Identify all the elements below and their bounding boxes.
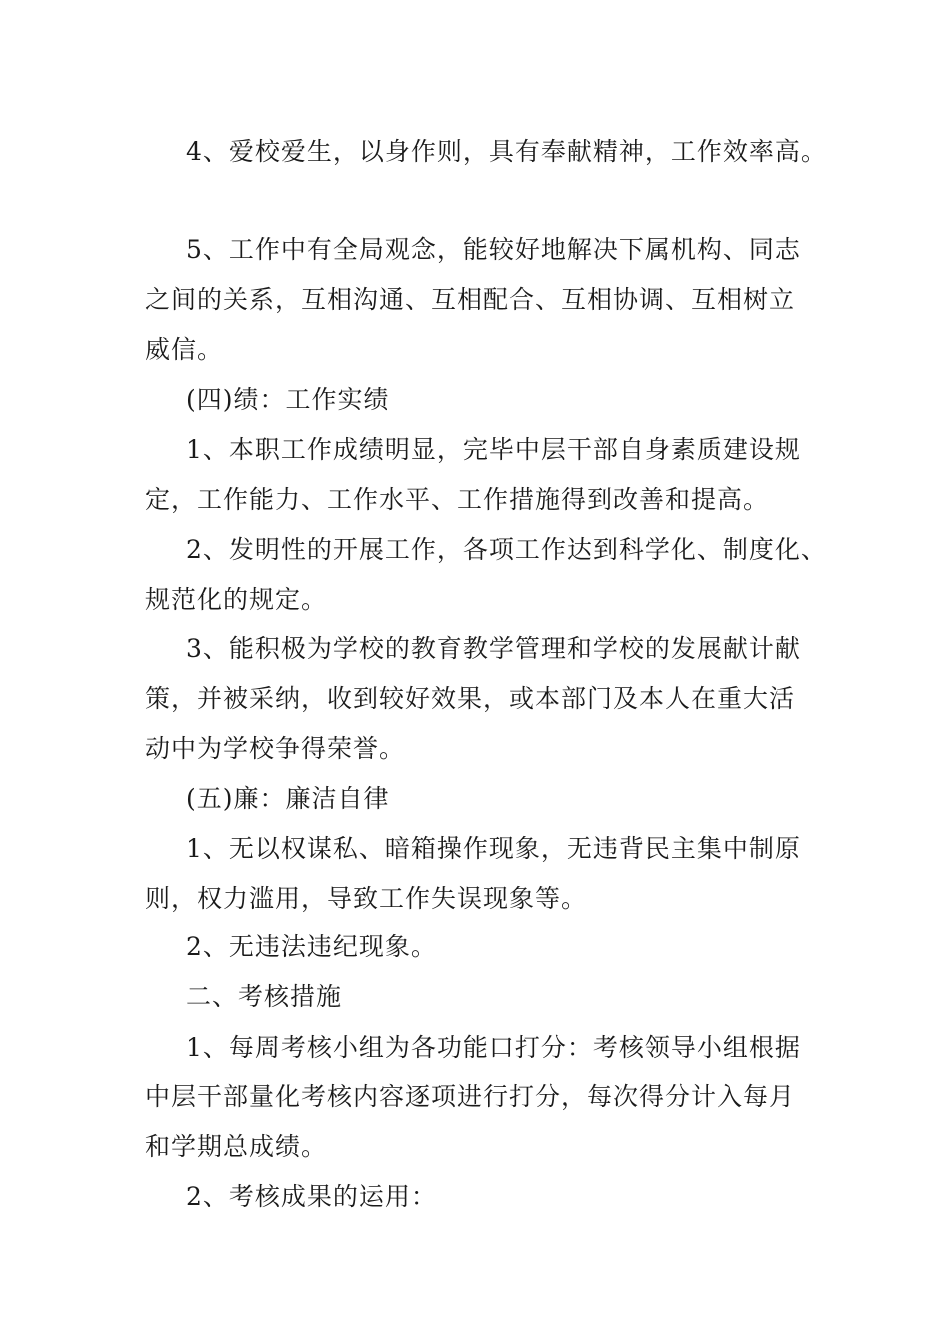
text-line: 之间的关系，互相沟通、互相配合、互相协调、互相树立: [145, 285, 796, 314]
text-line: 1、本职工作成绩明显，完毕中层干部自身素质建设规: [186, 435, 801, 464]
text-line: 2、发明性的开展工作，各项工作达到科学化、制度化、: [186, 535, 827, 564]
text-line: 动中为学校争得荣誉。: [145, 734, 406, 763]
text-line: 4、爱校爱生，以身作则，具有奉献精神，工作效率高。: [186, 137, 827, 166]
section-heading: 二、考核措施: [186, 982, 343, 1011]
text-line: 威信。: [145, 335, 224, 364]
text-line: 规范化的规定。: [145, 585, 328, 614]
section-heading: (四)绩：工作实绩: [186, 385, 390, 414]
section-heading: (五)廉：廉洁自律: [186, 784, 390, 813]
text-line: 中层干部量化考核内容逐项进行打分，每次得分计入每月: [145, 1082, 796, 1111]
text-line: 1、每周考核小组为各功能口打分：考核领导小组根据: [186, 1033, 801, 1062]
text-line: 2、无违法违纪现象。: [186, 932, 437, 961]
text-line: 2、考核成果的运用：: [186, 1182, 437, 1211]
text-line: 和学期总成绩。: [145, 1132, 328, 1161]
text-line: 1、无以权谋私、暗箱操作现象，无违背民主集中制原: [186, 834, 801, 863]
text-line: 3、能积极为学校的教育教学管理和学校的发展献计献: [186, 634, 801, 663]
text-line: 则，权力滥用，导致工作失误现象等。: [145, 884, 588, 913]
text-line: 策，并被采纳，收到较好效果，或本部门及本人在重大活: [145, 684, 796, 713]
text-line: 5、工作中有全局观念，能较好地解决下属机构、同志: [186, 235, 801, 264]
text-line: 定，工作能力、工作水平、工作措施得到改善和提高。: [145, 485, 770, 514]
